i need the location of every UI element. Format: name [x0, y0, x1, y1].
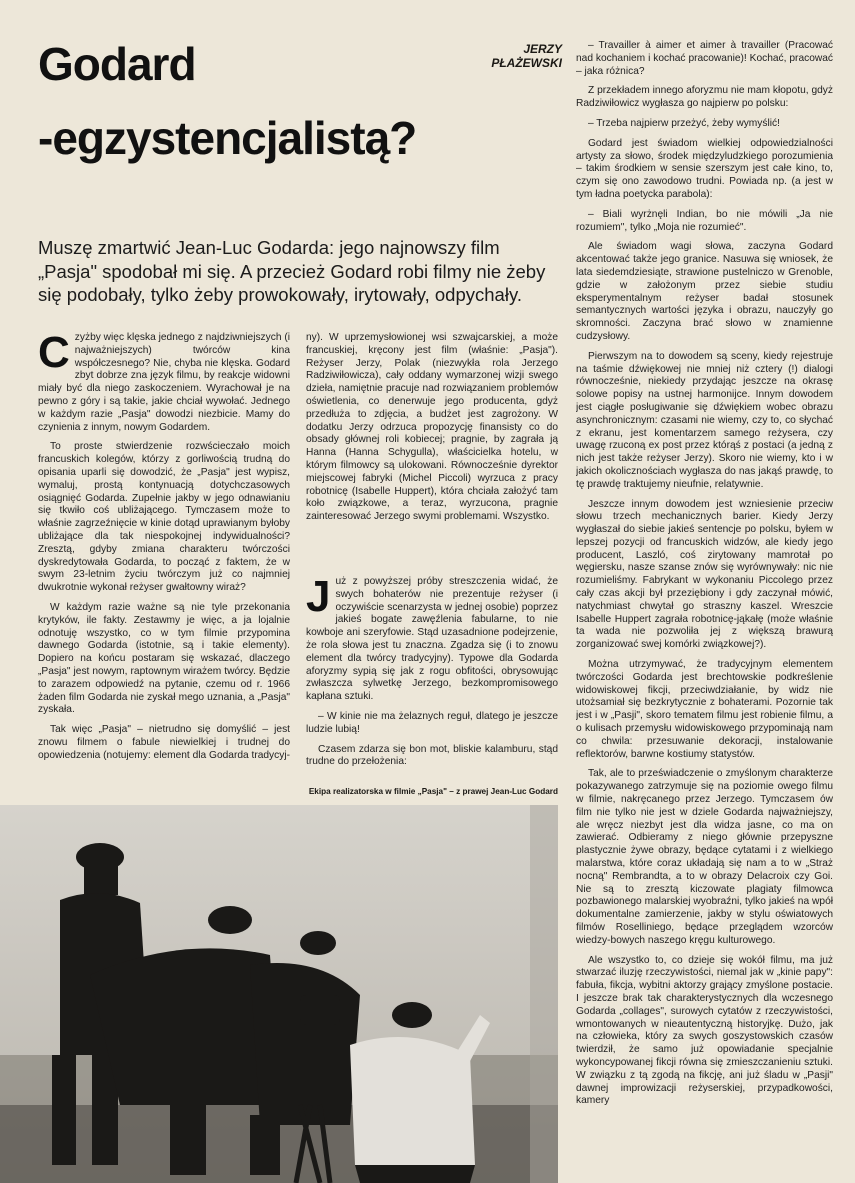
film-crew-photo-illustration	[0, 805, 558, 1183]
paragraph: Godard jest świadom wielkiej odpowiedzialności artysty za słowo, środek międzyludzkiego porozumienia – takim środkiem w sensie szerszym jest całe kino, to, czym się ono zawodowo trudni. Powiada np. (a jest w tym ładna poetycka parabola):	[576, 137, 833, 200]
paragraph: Ale wszystko to, co dzieje się wokół filmu, ma już stwarzać iluzję rzeczywistości, niemal jak w „kinie papy": fabuła, fikcja, wybitni aktorzy grający zmyślone postacie. I jeszcze brak tak charakterystycznych dla wczesnego Godarda „collages", surowych cytatów z rzeczywistości, wmontowanych w nieautentyczną historyjkę. Dużo, jak na człowieka, który za swych goszystowskich czasów twierdził, że samo już opowiadanie specjalnie wykoncypowanej fikcji równa się zmieszczanieniu sztuki. W związku z tą zgodą na fikcję, ani już śladu w „Pasji" dawnej improwizacji reżyserskiej, przypadkowości, kamery	[576, 954, 833, 1107]
paragraph: – W kinie nie ma żelaznych reguł, dlatego je jeszcze ludzie lubią!	[306, 710, 558, 735]
text-column-2-lower	[306, 576, 558, 776]
paragraph: Ale świadom wagi słowa, zaczyna Godard akcentować także jego granice. Nasuwa się wniosek, że lata siedemdziesiąte, strawione pustelniczo w Grenoble, gdzie w założonym przez siebie studiu eksperymentalnym reżyser badał stosunek semantycznych wartości języka i obrazu, nauczyły go skromności. Zaczyna brać słowo w znamienne cudzysłowy.	[576, 241, 833, 342]
paragraph: Pierwszym na to dowodem są sceny, kiedy rejestruje na taśmie dźwiękowej nie mniej niż cztery (!) dialogi równocześnie, niekiedy przydając jeszcze na okrasę solowe popisy na ustnej harmonijce. Innym dowodem jest ciągłe posługiwanie się dźwiękiem wobec obrazu asynchronicznym: czasami nie wiemy, czy to, co słychać z ekranu, jest komentarzem samego reżysera, czy uwagę rzuconą ex post przez którąś z postaci (a jedną z nich jest także reżyser Jerzy). Skoro nie wiemy, kto i w jakich okolicznościach wygłasza do nas jakąś prawdę, to tę prawdę traktujemy nieufnie, relatywnie.	[576, 350, 833, 490]
paragraph: ny). W uprzemysłowionej wsi szwajcarskiej, a może francuskiej, kręcony jest film (właśnie: „Pasja"). Reżyser Jerzy, Polak (niezwykła rola Jerzego Radziwiłowicza), cały oddany wymarzonej wizji swego dzieła, namiętnie pracuje nad rozwiązaniem problemów oświetlenia, co denerwuje jego producenta, gdyż przedłuża to zdjęcia, a budżet jest zagrożony. W dodatku Jerzy odrzuca propozycję finansisty co do obsady głównej roli kobiecej; pragnie, by zagrała ją Hanna (Hanna Schygulla), właścicielka hotelu, w którym filmowcy są ulokowani. Równocześnie dyrektor miejscowej fabryki (Michel Piccoli) wyrzuca z pracy robotnicę (Isabelle Huppert), która chciała założyć tam koło związkowe, a teraz, wyrzucona, pragnie zainteresować Jerzego swymi problemami. Wszystko.	[306, 332, 558, 523]
paragraph: W każdym razie ważne są nie tyle przekonania krytyków, ile fakty. Zestawmy je więc, a ja lojalnie odnotuję wszystko, co w tym filmie przypomina dawnego Godarda (istotnie, są i takie elementy). Dopiero na końcu postaram się wskazać, dlaczego „Pasja" jest nowym, raptownym wirażem twórcy. Będzie to zarazem odpowiedź na pytanie, czemu od r. 1966 żaden film Godarda nie zyskał mego uznania, a „Pasja" zyskała.	[38, 601, 290, 716]
paragraph: Jeszcze innym dowodem jest wzniesienie przeciw słowu trzech mechanicznych barier. Kiedy Jerzy wygłaszał do siebie jakieś sentencje po polsku, byłem w lepszej pozycji od francuskich widzów, ale kiedy jego producent, Laszló, coś zirytowany mamrotał po węgiersku, nasze szanse znów się wyrównywały: nic nie rozumieliśmy. Fabrykant w wykonaniu Piccolego przez cały czas akcji był przeziębiony i gdy zaczynał mówić, natychmiast chwytał go straszny kaszel. Wreszcie Isabelle Huppert zagrała robotnicę-jąkałę (może właśnie ta wada nie pozwoliła jej z większą brawurą zorganizować swej komórki związkowej?).	[576, 498, 833, 651]
paragraph: Czasem zdarza się bon mot, bliskie kalamburu, stąd trudne do przełożenia:	[306, 743, 558, 768]
paragraph: – Biali wyrżnęli Indian, bo nie mówili „Ja nie rozumiem", tylko „Moja nie rozumieć".	[576, 208, 833, 233]
drop-cap: J	[306, 576, 331, 621]
paragraph: Można utrzymywać, że tradycyjnym elementem twórczości Godarda jest brechtowskie podkreślenie widowiskowej fikcji, przeciwdziałanie, by widz nie utożsamiał się bezkrytycznie z bohaterami. Pozornie tak jest i w „Pasji", skoro tematem filmu jest robienie filmu, a o kulisach przemysłu widowiskowego przypominają nam co chwila: przesuwanie dekoracji, instalowanie reflektorów, barwne kostiumy statystów.	[576, 659, 833, 760]
text-column-3	[576, 40, 833, 1180]
paragraph: Tak, ale to przeświadczenie o zmyślonym charakterze pokazywanego zatrzymuje się na poziomie owego filmu w filmie, nakręcanego przez Jerzego. Tymczasem ów film nie tylko nie jest w dziele Godarda najważniejszy, ale wręcz niezbyt jest dla widza jasne, co ma on zawierać. Odbieramy z niego głównie przepyszne plastycznie żywe obrazy, będące cytatami i z wielkiego malarstwa, które coraz układają się nam a to w „Straż nocną" Rembrandta, a to w obrazy Delacroix czy Goi. Nie są to zresztą kiczowate plagiaty filmowca pozbawionego malarskiej wyobraźni, tylko jakieś na wpół dokumentalne zamierzenie, jakby w stylu oświatowych filmów Roselliniego, będące przeglądem wzorców wiedzy-bowych naszego kręgu kulturowego.	[576, 768, 833, 946]
film-crew-photo	[0, 805, 558, 1183]
article-title-line-1: Godard	[38, 38, 196, 90]
text-column-1	[38, 332, 290, 776]
article-lead: Muszę zmartwić Jean-Luc Godarda: jego najnowszy film „Pasja" spodobał mi się. A przecież Godard robi filmy nie żeby się podobały, tylko żeby prowokowały, irytowały, odpychały.	[38, 237, 546, 305]
author-byline	[458, 42, 562, 70]
photo-caption: Ekipa realizatorska w filmie „Pasja" – z prawej Jean-Luc Godard	[308, 787, 558, 796]
paragraph: Już z powyższej próby streszczenia widać, że swych bohaterów nie prezentuje reżyser (i oczywiście scenarzysta w jednej osobie) poprzez jakieś bogate zawęźlenia fabularne, to nie kowboje ani szeryfowie. Stąd uzasadnione podejrzenie, że rola słowa jest tu znaczna. Zgadza się (i to znowu element dla twórcy tradycyjny). Typowe dla Godarda aforyzmy sypią się jak z rogu obfitości, obrysowując zwłaszcza sylwetkę Jerzego, bezkompromisowego kapłana sztuki.	[306, 576, 558, 703]
drop-cap: C	[38, 332, 70, 377]
paragraph: Czyżby więc klęska jednego z najdziwniejszych (i najważniejszych) twórców kina współczesnego? Nie, chyba nie klęska. Godard zbyt dobrze zna język filmu, by reakcje widowni miały być dla niego zaskoczeniem. Wyrachował je na pewno z góry i są takie, jakie chciał wywołać. Jednego w każdym razie „Pasja" dowodzi niezbicie. Mamy do czynienia z innym, nowym Godardem.	[38, 332, 290, 433]
author-first-name: JERZY	[523, 42, 562, 56]
paragraph: To proste stwierdzenie rozwścieczało moich francuskich kolegów, którzy z gorliwością trudną do opisania uparli się dowodzić, że „Pasja" jest wypisz, wymaluj, prostą kontynuacją dotychczasowych osiągnięć Godarda. Zupełnie jakby w jego odnawianiu się tkwiło coś ubliżającego. Tymczasem może to właśnie zagrzeźnięcie w kinie dotąd uprawianym byłoby ubliżające dla tak niespokojnej indywidualności? Zresztą, gdyby zmiana charakteru twórczości dyskredytowała Godarda, to począć z faktem, że w swym 23-letnim życiu twórczym już co najmniej dwukrotnie wykonał reżyser gwałtowny wiraż?	[38, 441, 290, 594]
paragraph: – Travailler à aimer et aimer à travailler (Pracować nad kochaniem i kochać pracowanie)! Kochać, pracować – jaka różnica?	[576, 40, 833, 77]
paragraph: – Trzeba najpierw przeżyć, żeby wymyślić!	[588, 117, 780, 129]
text-column-2-upper	[306, 332, 558, 550]
author-last-name: PŁAŻEWSKI	[491, 56, 562, 70]
article-title-line-2: -egzystencjalistą?	[38, 112, 417, 164]
paragraph: Z przekładem innego aforyzmu nie mam kłopotu, gdyż Radziwiłowicz wygłasza go najpierw po polsku:	[576, 85, 833, 110]
paragraph: Tak więc „Pasja" – nietrudno się domyślić – jest znowu filmem o fabule niewielkiej i trudnej do opowiedzenia (notujemy: element dla Godarda tradycyj-	[38, 724, 290, 761]
